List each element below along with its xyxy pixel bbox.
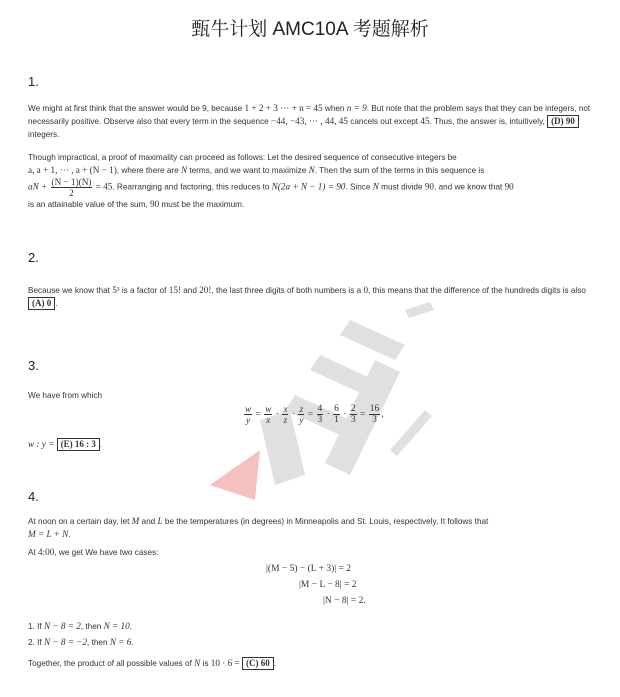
fraction: $\frac{(N - 1)(N)}{2}$: [51, 177, 92, 198]
answer-box: (A) 0: [28, 297, 55, 310]
equation-line-1: |(M − 5) − (L + 3)| = 2: [266, 564, 352, 574]
case-1: 1. If N − 8 = 2, then N = 10.: [28, 621, 132, 631]
question-3-number: 3.: [28, 358, 39, 373]
question-4-conclusion: Together, the product of all possible values of N is 10 · 6 = (C) 60 .: [28, 658, 276, 668]
question-3-result: w : y = (E) 16 : 3 .: [28, 439, 103, 449]
question-4-paragraph-2: At 4:00, we get We have two cases:: [28, 547, 159, 557]
question-1-paragraph-1: We might at first think that the answer would be 9, because 1 + 2 + 3 ··· + n = 45 when n = 9. But note that the problem says that they can be integers, not necessarily positive. Observe also that every term in the sequence −44, −43, ··· , 44, 45 cancels out except 45. Thus, the answer is, intuitively, (D) 90 integers.: [28, 103, 591, 139]
case-2: 2. If N − 8 = −2, then N = 6.: [28, 637, 134, 647]
question-2-number: 2.: [28, 250, 39, 265]
equation-line-2: |M − L − 8| = 2: [299, 580, 357, 590]
equation-line-3: |N − 8| = 2.: [323, 596, 366, 606]
answer-box: (C) 60: [242, 657, 274, 670]
question-4-number: 4.: [28, 489, 39, 504]
ratio-equation: $\frac{w}{y}$ = $\frac{w}{x}$ · $\frac{x}{z}$ · $\frac{z}{y}$ = $\frac{4}{3}$ · $\frac{6}{1}$ · $\frac{2}{3}$ = $\frac{16}{3}$ ,: [245, 404, 384, 425]
answer-box: (E) 16 : 3: [57, 438, 100, 451]
question-2-paragraph: Because we know that 5³ is a factor of 15! and 20!, the last three digits of both numbers is a 0, this means that the difference of the hundreds digits is also (A) 0 .: [28, 285, 586, 308]
question-3-paragraph: We have from which: [28, 391, 103, 400]
question-4-paragraph-1: At noon on a certain day, let M and L be the temperatures (in degrees) in Minneapolis and St. Louis, respectively. It follows that M = L + N.: [28, 516, 489, 539]
answer-box: (D) 90: [547, 115, 579, 128]
question-1-paragraph-2: Though impractical, a proof of maximality can proceed as follows: Let the desired sequence of consecutive integers be a, a + 1, ··· , a + (N − 1), where there are N terms, and we want to maximize N. Then the sum of the terms in this sequence is aN + $\frac{(N - 1)(N)}{2}$ = 45. Rearranging and factoring, this reduces to N(2a + N − 1) = 90. Since N must divide 90, and we know that 90 is an attainable value of the sum, 90 must be the maximum.: [28, 153, 514, 209]
page-title: 甄牛计划 AMC10A 考题解析: [191, 19, 429, 40]
question-1-number: 1.: [28, 74, 39, 89]
